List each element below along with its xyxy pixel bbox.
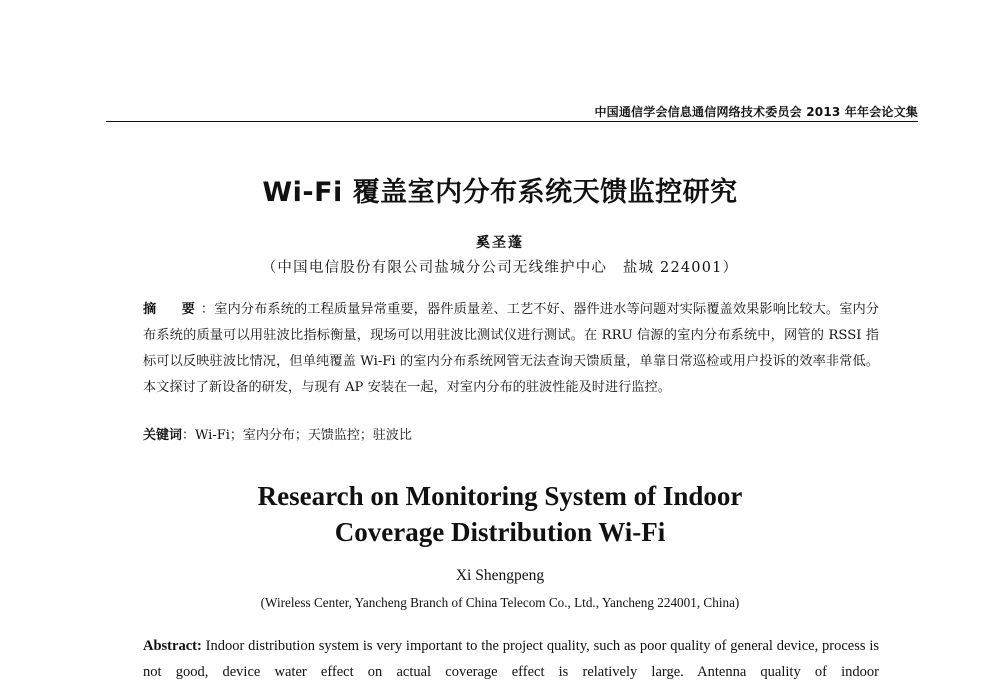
- english-title-line2: Coverage Distribution Wi-Fi: [334, 517, 666, 547]
- english-title-line1: Research on Monitoring System of Indoor: [257, 481, 743, 511]
- english-author: Xi Shengpeng: [455, 567, 545, 584]
- chinese-abstract: [143, 297, 879, 401]
- english-abstract-text: Indoor distribution system is very important to the project quality, such as poor quality of general device, process is not good, device water effect on actual coverage effect is relatively large. Antenna quality of indoor: [143, 638, 879, 680]
- english-title: [0, 478, 1000, 550]
- chinese-abstract-label: 摘 要: [143, 302, 201, 317]
- english-abstract: [143, 633, 879, 685]
- english-abstract-label: Abstract:: [143, 638, 202, 654]
- chinese-affiliation: （中国电信股份有限公司盐城分公司无线维护中心 盐城 224001）: [261, 260, 739, 276]
- chinese-keywords: [143, 424, 879, 443]
- running-header: 中国通信学会信息通信网络技术委员会 2013 年年会论文集: [594, 105, 918, 119]
- chinese-keywords-label: 关键词: [143, 428, 183, 443]
- english-affiliation: (Wireless Center, Yancheng Branch of China Telecom Co., Ltd., Yancheng 224001, China): [260, 595, 740, 610]
- chinese-keywords-text: ：Wi-Fi；室内分布；天馈监控；驻波比: [182, 428, 412, 443]
- chinese-author: 奚圣蓬: [476, 235, 524, 251]
- header-rule: [106, 121, 918, 122]
- chinese-title: Wi-Fi 覆盖室内分布系统天馈监控研究: [262, 177, 738, 208]
- chinese-abstract-text: ：室内分布系统的工程质量异常重要，器件质量差、工艺不好、器件进水等问题对实际覆盖效果影响比较大。室内分布系统的质量可以用驻波比指标衡量，现场可以用驻波比测试仪进行测试。在 RRU 信源的室内分布系统中，网管的 RSSI 指标可以反映驻波比情况，但单纯覆盖 Wi-Fi 的室内分布系统网管无法查询天馈质量，单靠日常巡检或用户投诉的效率非常低。本文探讨了新设备的研发，与现有 AP 安装在一起，对室内分布的驻波性能及时进行监控。: [143, 302, 880, 395]
